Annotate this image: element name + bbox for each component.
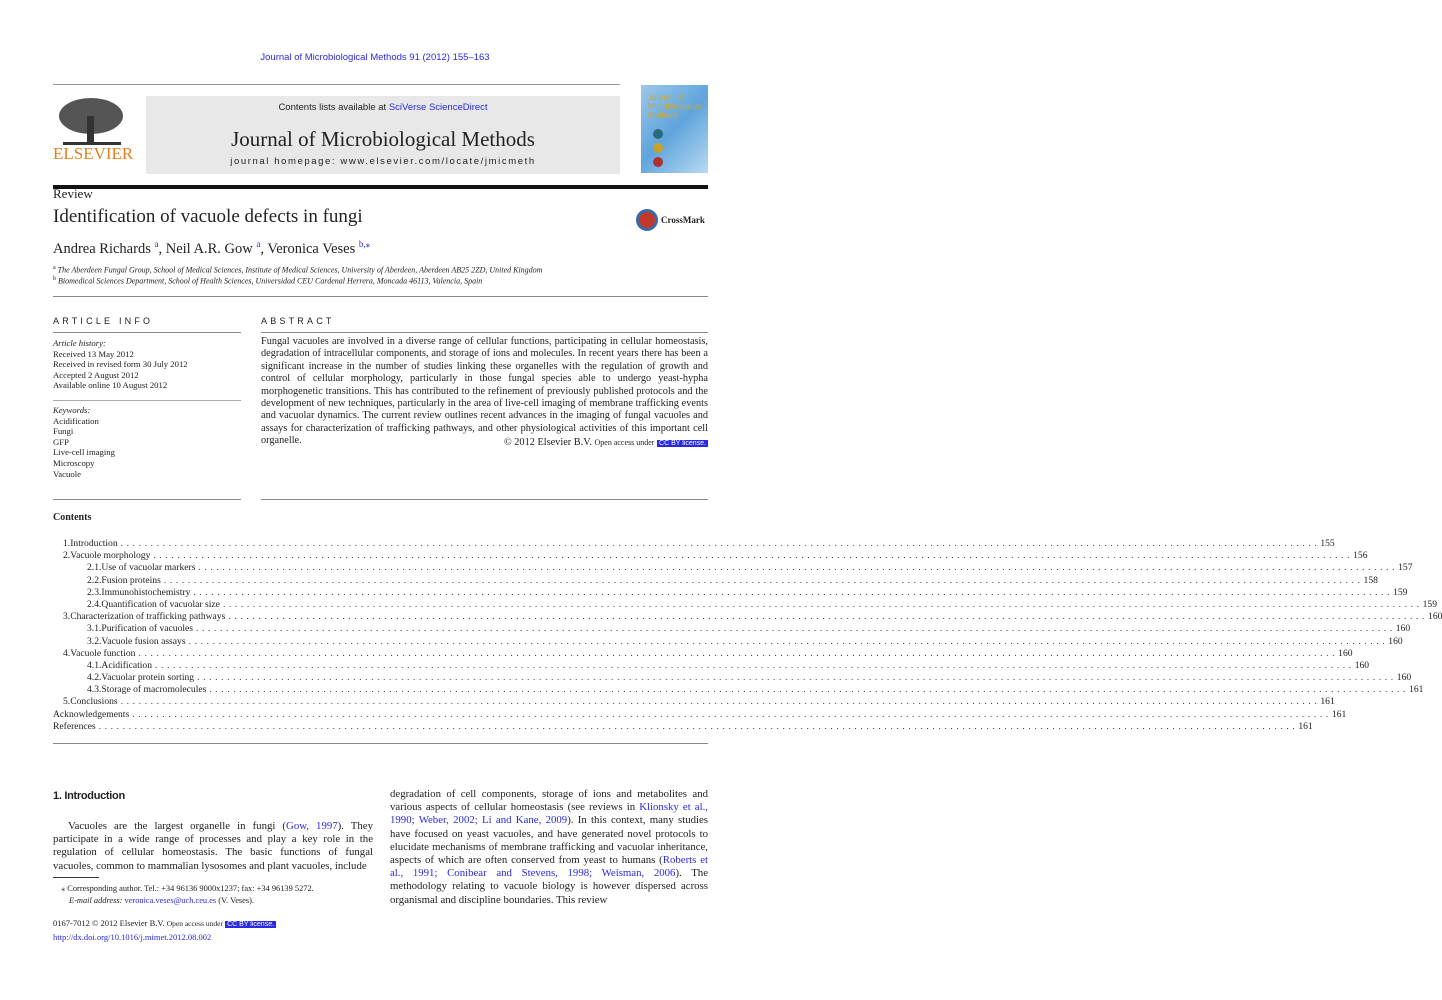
article-info-heading: ARTICLE INFO <box>53 316 154 326</box>
toc-page: 160 <box>1428 611 1442 623</box>
open-access-label: Open access under <box>166 919 223 928</box>
toc-entry[interactable] <box>53 574 1378 587</box>
toc-leader: ........................................................................................................................................................................................................ <box>163 574 1364 586</box>
toc-label[interactable]: Vacuole fusion assays <box>101 635 186 647</box>
toc-leader: ........................................................................................................................................................................................................ <box>98 720 1299 732</box>
elsevier-wordmark: ELSEVIER <box>53 144 134 163</box>
text: degradation of cell components, storage of ions and metabolites and various aspects of cellular homeostasis (see reviews in <box>390 788 708 814</box>
toc-page: 157 <box>1398 562 1413 574</box>
section-heading: 1. Introduction <box>53 790 125 802</box>
affiliation <box>53 265 542 275</box>
toc-label[interactable]: Use of vacuolar markers <box>101 562 196 574</box>
toc-label[interactable]: Conclusions <box>70 696 118 708</box>
toc-number: 4. <box>63 647 71 659</box>
toc-label[interactable]: Storage of macromolecules <box>101 684 207 696</box>
toc-number: 2. <box>63 550 71 562</box>
toc-entry[interactable] <box>53 538 1335 550</box>
abstract-heading: ABSTRACT <box>261 316 335 326</box>
divider <box>53 332 241 333</box>
keyword: Vacuole <box>53 468 81 479</box>
author[interactable]: Veronica Veses <box>267 240 356 257</box>
crossmark-button[interactable] <box>636 209 705 231</box>
toc-label[interactable]: Acidification <box>101 659 153 671</box>
body-paragraph <box>390 788 708 907</box>
table-of-contents <box>53 538 1442 733</box>
affiliation-ref[interactable]: a <box>256 239 261 249</box>
citation-link[interactable]: Klionsky et al., 1990; Weber, 2002; Li and Kane, 2009 <box>390 801 708 827</box>
toc-label[interactable]: Vacuole morphology <box>70 550 151 562</box>
crossmark-label: CrossMark <box>661 215 705 225</box>
keywords-label: Keywords: <box>53 405 91 415</box>
toc-page: 161 <box>1320 696 1335 708</box>
keywords <box>53 405 115 479</box>
toc-page: 159 <box>1422 598 1438 610</box>
cover-title: Journal of Microbiological Methods <box>648 93 701 120</box>
article-title: Identification of vacuole defects in fungi <box>53 206 363 227</box>
toc-entry[interactable] <box>53 708 1347 721</box>
toc-label[interactable]: Purification of vacuoles <box>101 623 194 635</box>
toc-number: 2.2. <box>87 574 102 586</box>
toc-number: 2.3. <box>87 586 102 598</box>
toc-page: 158 <box>1363 574 1378 586</box>
toc-entry[interactable] <box>53 684 1424 696</box>
toc-leader: ........................................................................................................................................................................................................ <box>120 696 1321 708</box>
history-label: Article history: <box>53 338 106 348</box>
toc-leader: ........................................................................................................................................................................................................ <box>198 562 1399 574</box>
toc-page: 160 <box>1354 659 1370 671</box>
toc-entry[interactable] <box>53 720 1313 733</box>
journal-cover-image <box>641 85 708 173</box>
history-item: Received in revised form 30 July 2012 <box>53 359 188 370</box>
open-access-label: Open access under <box>594 438 655 447</box>
journal-banner <box>146 96 620 174</box>
contents-prefix: Contents lists available at <box>278 102 389 113</box>
affiliation-ref[interactable]: b,⁎ <box>358 239 371 249</box>
toc-leader: ........................................................................................................................................................................................................ <box>138 647 1339 659</box>
email-suffix: (V. Veses). <box>216 896 255 905</box>
citation-link[interactable]: Roberts et al., 1991; Conibear and Stevens, 1998; Weisman, 2006 <box>390 854 708 880</box>
toc-entry[interactable] <box>53 647 1353 660</box>
toc-label[interactable]: Vacuole function <box>70 647 136 659</box>
history-item: Accepted 2 August 2012 <box>53 369 139 380</box>
copyright-text: © 2012 Elsevier B.V. <box>503 437 592 448</box>
toc-entry[interactable] <box>53 586 1408 599</box>
divider <box>53 400 241 401</box>
toc-leader: ........................................................................................................................................................................................................ <box>193 586 1394 598</box>
toc-number: 3.2. <box>87 635 102 647</box>
toc-number: 1. <box>63 538 71 549</box>
keyword: Microscopy <box>53 457 95 468</box>
divider <box>53 499 241 500</box>
toc-entry[interactable] <box>53 562 1413 574</box>
license-link[interactable]: CC BY license. <box>659 440 706 447</box>
text: ). They participate in a wide range of processes and play a key role in the regulation of cellular homeostasis. The basic functions of fungal vacuoles, common to mammalian lysosomes and plant vacuoles, include <box>53 820 373 872</box>
doi-link[interactable]: http://dx.doi.org/10.1016/j.mimet.2012.08.002 <box>53 932 212 942</box>
toc-leader: ........................................................................................................................................................................................................ <box>132 708 1332 720</box>
history-item: Received 13 May 2012 <box>53 348 134 359</box>
contents-available <box>146 102 620 113</box>
divider <box>53 185 708 189</box>
toc-entry[interactable] <box>53 696 1335 708</box>
divider <box>53 296 708 297</box>
footnote <box>53 883 373 907</box>
toc-page: 160 <box>1388 635 1403 647</box>
journal-citation-link[interactable]: Journal of Microbiological Methods 91 (2012) 155–163 <box>260 52 490 63</box>
license-link[interactable]: CC BY license. <box>227 921 275 928</box>
abstract-copyright <box>261 437 708 448</box>
affiliation-marker: a <box>53 265 56 271</box>
toc-page: 156 <box>1353 550 1368 562</box>
text: Vacuoles are the largest organelle in fungi ( <box>68 820 287 832</box>
toc-leader: ........................................................................................................................................................................................................ <box>155 659 1355 671</box>
toc-leader: ........................................................................................................................................................................................................ <box>153 550 1354 562</box>
toc-number: 4.3. <box>87 684 102 696</box>
journal-title: Journal of Microbiological Methods <box>231 127 535 151</box>
toc-label[interactable]: Acknowledgements <box>53 708 130 720</box>
toc-entry[interactable] <box>53 611 1442 623</box>
contents-heading: Contents <box>53 512 92 523</box>
toc-entry[interactable] <box>53 672 1412 684</box>
toc-entry[interactable] <box>53 550 1368 562</box>
toc-label[interactable]: Quantification of vacuolar size <box>101 598 220 610</box>
affiliation <box>53 276 482 286</box>
toc-page: 160 <box>1396 672 1412 684</box>
email-link[interactable]: veronica.veses@uch.ceu.es <box>124 896 217 905</box>
text: ). In this context, many studies have focused on yeast vacuoles, and have generated novel protocols to elucidate mechanisms of membrane trafficking and vacuolar inheritance, aspects of which are often conserved from yeast to humans ( <box>390 814 708 867</box>
divider <box>261 499 708 500</box>
footnote-divider <box>53 877 99 878</box>
history-item: Available online 10 August 2012 <box>53 380 168 391</box>
author[interactable]: Neil A.R. Gow <box>165 240 253 257</box>
toc-page: 160 <box>1338 647 1353 659</box>
article-type: Review <box>53 186 93 201</box>
toc-leader: ........................................................................................................................................................................................................ <box>222 598 1423 610</box>
author-list: Andrea Richards $^a$, Neil A.R. Gow $^a$, Veronica Veses $^{b,⁎}$ <box>53 239 371 257</box>
toc-page: 161 <box>1409 684 1424 696</box>
toc-entry[interactable] <box>53 635 1403 648</box>
toc-number: 5. <box>63 696 71 708</box>
text: ). The methodology relating to vacuole biology is however dispersed across organismal and discipline boundaries. This review <box>390 867 708 906</box>
toc-number: 3.1. <box>87 623 102 635</box>
affiliation-text: The Aberdeen Fungal Group, School of Medical Sciences, Institute of Medical Sciences, University of Aberdeen, Aberdeen AB25 2ZD, United Kingdom <box>57 265 543 275</box>
toc-label[interactable]: Fusion proteins <box>101 574 161 586</box>
issn-text: 0167-7012 © 2012 Elsevier B.V. <box>53 918 165 928</box>
toc-label[interactable]: Vacuolar protein sorting <box>101 672 195 684</box>
toc-label[interactable]: Characterization of trafficking pathways <box>70 611 226 623</box>
toc-leader: ........................................................................................................................................................................................................ <box>188 635 1389 647</box>
abstract-text: Fungal vacuoles are involved in a diverse range of cellular functions, participating in cellular homeostasis, degradation of intracellular components, and storage of ions and molecules. In recent years there has been a significant increase in the number of studies linking these organelles with the regulation of growth and control of cellular morphology, particularly in those fungal species able to undergo yeast-hypha morphogenetic transitions. This has contributed to the refinement of previously published protocols and the development of new techniques, particularly in the area of live-cell imaging of membrane trafficking events and vacuolar dynamics. The current review outlines recent advances in the imaging of fungal vacuoles and assays for characterization of trafficking pathways, and other physiological activities of this important cell organelle. <box>261 336 708 447</box>
toc-leader: ........................................................................................................................................................................................................ <box>197 672 1397 684</box>
affiliation-marker: b <box>53 276 56 282</box>
divider <box>261 332 708 333</box>
toc-leader: ........................................................................................................................................................................................................ <box>196 623 1396 635</box>
journal-homepage[interactable]: journal homepage: www.elsevier.com/locate/jmicmeth <box>230 156 536 167</box>
email-label: E-mail address: <box>69 896 125 905</box>
author[interactable]: Andrea Richards <box>53 240 151 257</box>
toc-page: 155 <box>1320 538 1335 549</box>
toc-number: 2.1. <box>87 562 102 574</box>
toc-number: 2.4. <box>87 598 102 610</box>
toc-number: 3. <box>63 611 71 623</box>
toc-number: 4.2. <box>87 672 102 684</box>
affiliation-text: Biomedical Sciences Department, School of Health Sciences, Universidad CEU Cardenal Herrera, Moncada 46113, Valencia, Spain <box>58 276 483 286</box>
toc-number: 4.1. <box>87 659 102 671</box>
sciencedirect-link[interactable]: SciVerse ScienceDirect <box>388 102 488 113</box>
toc-entry[interactable] <box>53 659 1370 672</box>
divider <box>53 84 620 85</box>
article-history <box>53 338 188 391</box>
toc-leader: ........................................................................................................................................................................................................ <box>209 684 1410 696</box>
toc-label[interactable]: Immunohistochemistry <box>101 586 191 598</box>
corresponding-author: ⁎ Corresponding author. Tel.: +34 96136 9000x1237; fax: +34 96139 5272. <box>61 884 314 893</box>
keyword: Live-cell imaging <box>53 447 115 458</box>
toc-page: 159 <box>1393 586 1408 598</box>
divider <box>53 743 708 744</box>
toc-leader: ........................................................................................................................................................................................................ <box>228 611 1429 623</box>
toc-page: 161 <box>1331 708 1347 720</box>
toc-label[interactable]: Introduction <box>70 538 118 549</box>
toc-entry[interactable] <box>53 598 1438 611</box>
keyword: Fungi <box>53 426 74 437</box>
crossmark-icon <box>636 209 658 231</box>
keyword: GFP <box>53 436 69 447</box>
body-paragraph <box>53 820 373 873</box>
toc-label[interactable]: References <box>53 720 96 732</box>
keyword: Acidification <box>53 415 99 426</box>
toc-entry[interactable] <box>53 623 1411 635</box>
citation-link[interactable]: Gow, 1997 <box>286 820 338 832</box>
toc-page: 160 <box>1395 623 1411 635</box>
affiliation-ref[interactable]: a <box>154 239 159 249</box>
issn-block <box>53 917 276 943</box>
toc-page: 161 <box>1298 720 1313 732</box>
toc-leader: ........................................................................................................................................................................................................ <box>120 538 1321 549</box>
